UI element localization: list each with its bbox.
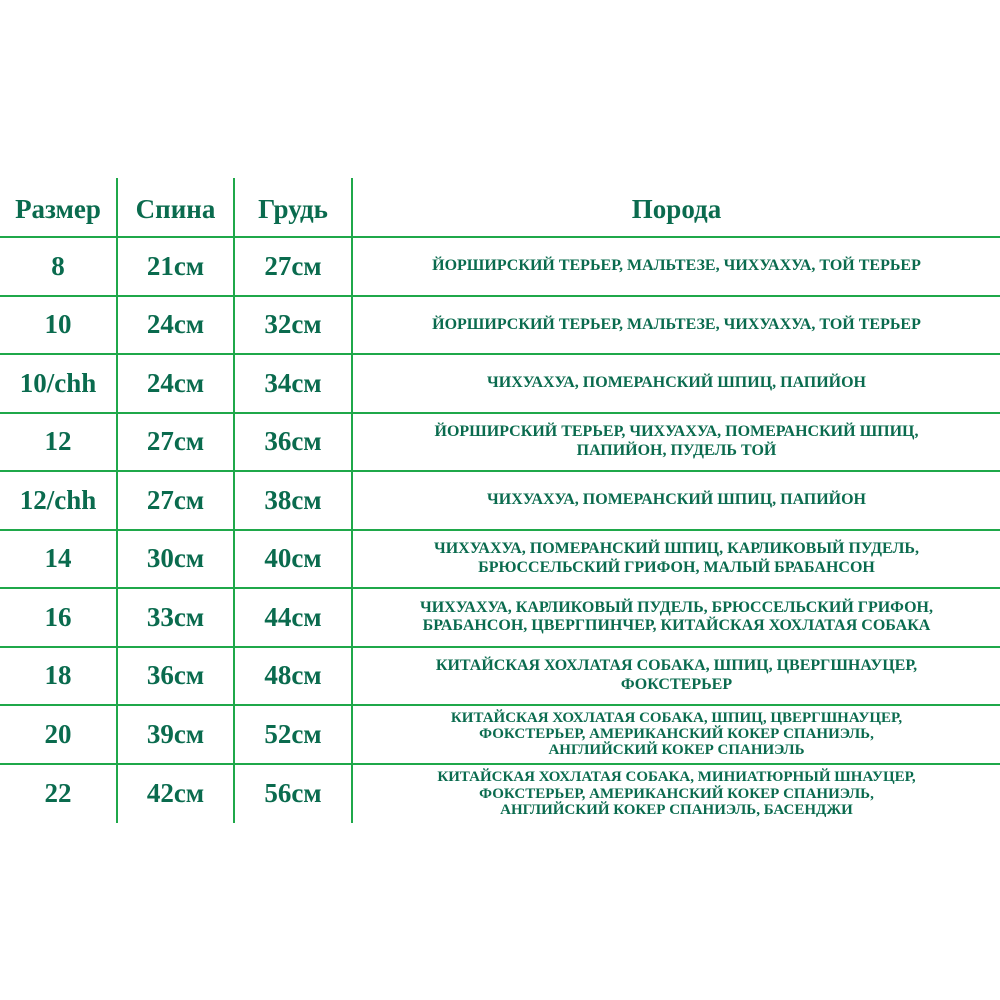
header-breed: Порода	[631, 193, 722, 224]
chest-cell: 52см	[235, 706, 353, 763]
breed-cell: ЙОРШИРСКИЙ ТЕРЬЕР, МАЛЬТЕЗЕ, ЧИХУАХУА, ТОЙ ТЕРЬЕР	[432, 315, 921, 333]
table-row	[0, 238, 1000, 297]
breed-cell: КИТАЙСКАЯ ХОХЛАТАЯ СОБАКА, ШПИЦ, ЦВЕРГШНАУЦЕР, ФОКСТЕРЬЕР, АМЕРИКАНСКИЙ КОКЕР СПАНИЭЛЬ, АНГЛИЙСКИЙ КОКЕР СПАНИЭЛЬ	[450, 709, 903, 759]
breed-cell: КИТАЙСКАЯ ХОХЛАТАЯ СОБАКА, МИНИАТЮРНЫЙ ШНАУЦЕР, ФОКСТЕРЬЕР, АМЕРИКАНСКИЙ КОКЕР СПАНИЭЛЬ, АНГЛИЙСКИЙ КОКЕР СПАНИЭЛЬ, БАСЕНДЖИ	[437, 769, 916, 818]
header-size: Размер	[0, 178, 118, 236]
header-chest: Грудь	[235, 178, 353, 236]
table-row	[0, 531, 1000, 590]
header-back: Спина	[118, 178, 235, 236]
breed-cell: ЧИХУАХУА, ПОМЕРАНСКИЙ ШПИЦ, КАРЛИКОВЫЙ ПУДЕЛЬ, БРЮССЕЛЬСКИЙ ГРИФОН, МАЛЫЙ БРАБАНСОН	[433, 540, 920, 576]
back-cell: 24см	[118, 297, 235, 354]
size-cell: 12/chh	[0, 472, 118, 529]
size-cell: 18	[0, 648, 118, 705]
breed-cell: ЙОРШИРСКИЙ ТЕРЬЕР, ЧИХУАХУА, ПОМЕРАНСКИЙ ШПИЦ, ПАПИЙОН, ПУДЕЛЬ ТОЙ	[434, 423, 919, 459]
chest-cell: 27см	[235, 238, 353, 295]
back-cell: 27см	[118, 472, 235, 529]
chest-cell: 38см	[235, 472, 353, 529]
size-cell: 14	[0, 531, 118, 588]
breed-cell: ЧИХУАХУА, ПОМЕРАНСКИЙ ШПИЦ, ПАПИЙОН	[487, 374, 866, 392]
table-row	[0, 297, 1000, 356]
table-header-row	[0, 178, 1000, 238]
table-row	[0, 706, 1000, 765]
chest-cell: 32см	[235, 297, 353, 354]
size-cell: 8	[0, 238, 118, 295]
size-cell: 12	[0, 414, 118, 471]
breed-cell: ЧИХУАХУА, КАРЛИКОВЫЙ ПУДЕЛЬ, БРЮССЕЛЬСКИЙ ГРИФОН, БРАБАНСОН, ЦВЕРГПИНЧЕР, КИТАЙСКАЯ ХОХЛАТАЯ СОБАКА	[419, 598, 933, 635]
size-chart-table	[0, 178, 1000, 823]
back-cell: 39см	[118, 706, 235, 763]
back-cell: 33см	[118, 589, 235, 646]
table-row	[0, 355, 1000, 414]
chest-cell: 44см	[235, 589, 353, 646]
table-row	[0, 589, 1000, 648]
size-cell: 10/chh	[0, 355, 118, 412]
chest-cell: 34см	[235, 355, 353, 412]
breed-cell: ЧИХУАХУА, ПОМЕРАНСКИЙ ШПИЦ, ПАПИЙОН	[487, 491, 866, 509]
back-cell: 27см	[118, 414, 235, 471]
table-row	[0, 472, 1000, 531]
back-cell: 21см	[118, 238, 235, 295]
breed-cell: ЙОРШИРСКИЙ ТЕРЬЕР, МАЛЬТЕЗЕ, ЧИХУАХУА, ТОЙ ТЕРЬЕР	[432, 257, 921, 275]
back-cell: 24см	[118, 355, 235, 412]
size-cell: 22	[0, 765, 118, 824]
size-cell: 20	[0, 706, 118, 763]
back-cell: 42см	[118, 765, 235, 824]
size-cell: 16	[0, 589, 118, 646]
chest-cell: 40см	[235, 531, 353, 588]
chest-cell: 48см	[235, 648, 353, 705]
breed-cell: КИТАЙСКАЯ ХОХЛАТАЯ СОБАКА, ШПИЦ, ЦВЕРГШНАУЦЕР, ФОКСТЕРЬЕР	[435, 657, 918, 693]
chest-cell: 36см	[235, 414, 353, 471]
chest-cell: 56см	[235, 765, 353, 824]
table-row	[0, 648, 1000, 707]
back-cell: 30см	[118, 531, 235, 588]
table-row	[0, 414, 1000, 473]
table-row	[0, 765, 1000, 824]
size-cell: 10	[0, 297, 118, 354]
back-cell: 36см	[118, 648, 235, 705]
